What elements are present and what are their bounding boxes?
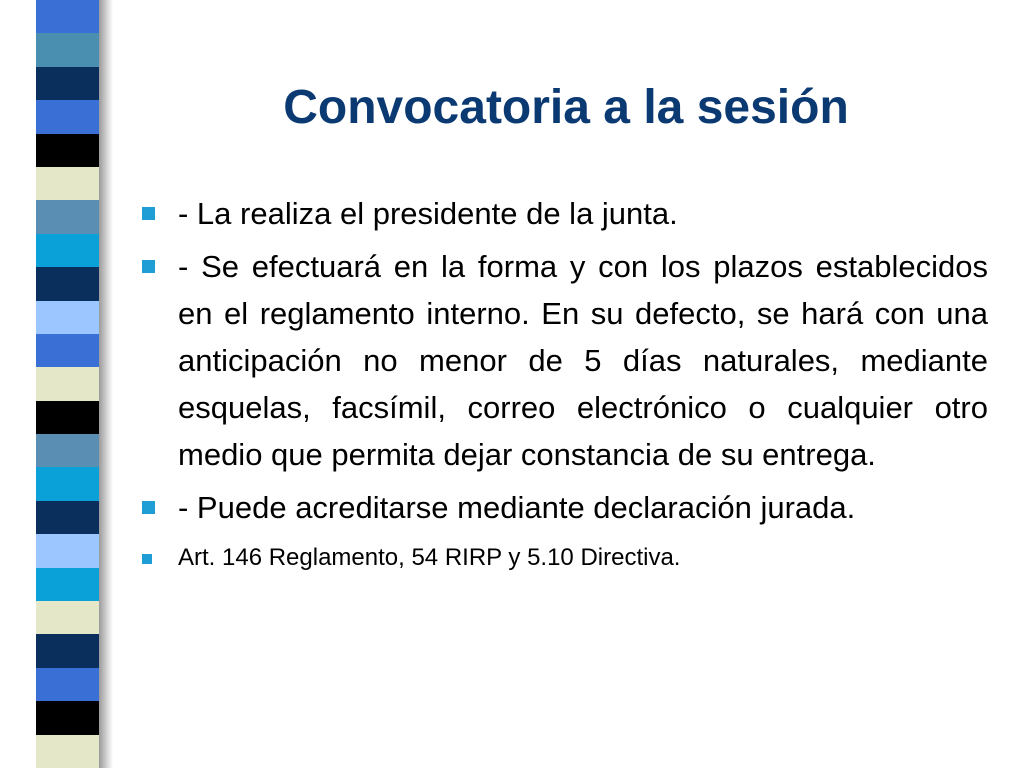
bullet-list bbox=[140, 190, 988, 575]
stripe-shadow bbox=[99, 0, 113, 768]
stripe-block bbox=[36, 0, 99, 33]
stripe-block bbox=[36, 100, 99, 133]
bullet-item bbox=[140, 190, 988, 237]
stripe-block bbox=[36, 735, 99, 768]
stripe-block bbox=[36, 301, 99, 334]
stripe-block bbox=[36, 467, 99, 500]
stripe-block bbox=[36, 601, 99, 634]
square-bullet-icon bbox=[142, 260, 155, 273]
stripe-block bbox=[36, 234, 99, 267]
stripe-block bbox=[36, 33, 99, 66]
stripe-block bbox=[36, 401, 99, 434]
bullet-text: - La realiza el presidente de la junta. bbox=[178, 196, 678, 231]
stripe-block bbox=[36, 534, 99, 567]
bullet-item-reference bbox=[140, 541, 988, 575]
bullet-text: - Puede acreditarse mediante declaración jurada. bbox=[178, 490, 856, 525]
stripe-block bbox=[36, 67, 99, 100]
stripe-block bbox=[36, 167, 99, 200]
bullet-item bbox=[140, 243, 988, 478]
stripe-block bbox=[36, 634, 99, 667]
stripe-block bbox=[36, 200, 99, 233]
stripe-block bbox=[36, 334, 99, 367]
bullet-item bbox=[140, 484, 988, 531]
slide-title: Convocatoria a la sesión bbox=[283, 81, 849, 134]
stripe-block bbox=[36, 701, 99, 734]
bullet-text: Art. 146 Reglamento, 54 RIRP y 5.10 Directiva. bbox=[178, 544, 681, 571]
stripe-block bbox=[36, 568, 99, 601]
stripe-block bbox=[36, 434, 99, 467]
stripe-block bbox=[36, 367, 99, 400]
stripe-block bbox=[36, 267, 99, 300]
bullet-text: - Se efectuará en la forma y con los plazos establecidos en el reglamento interno. En su defecto, se hará con una anticipación no menor de 5 días naturales, mediante esquelas, facsímil, correo electrónico o cualquier otro medio que permita dejar constancia de su entrega. bbox=[178, 249, 988, 472]
stripe-block bbox=[36, 134, 99, 167]
decorative-stripe bbox=[36, 0, 99, 768]
stripe-block bbox=[36, 501, 99, 534]
stripe-block bbox=[36, 668, 99, 701]
square-bullet-icon bbox=[142, 207, 155, 220]
square-bullet-icon bbox=[142, 501, 155, 514]
square-bullet-icon bbox=[142, 554, 152, 564]
